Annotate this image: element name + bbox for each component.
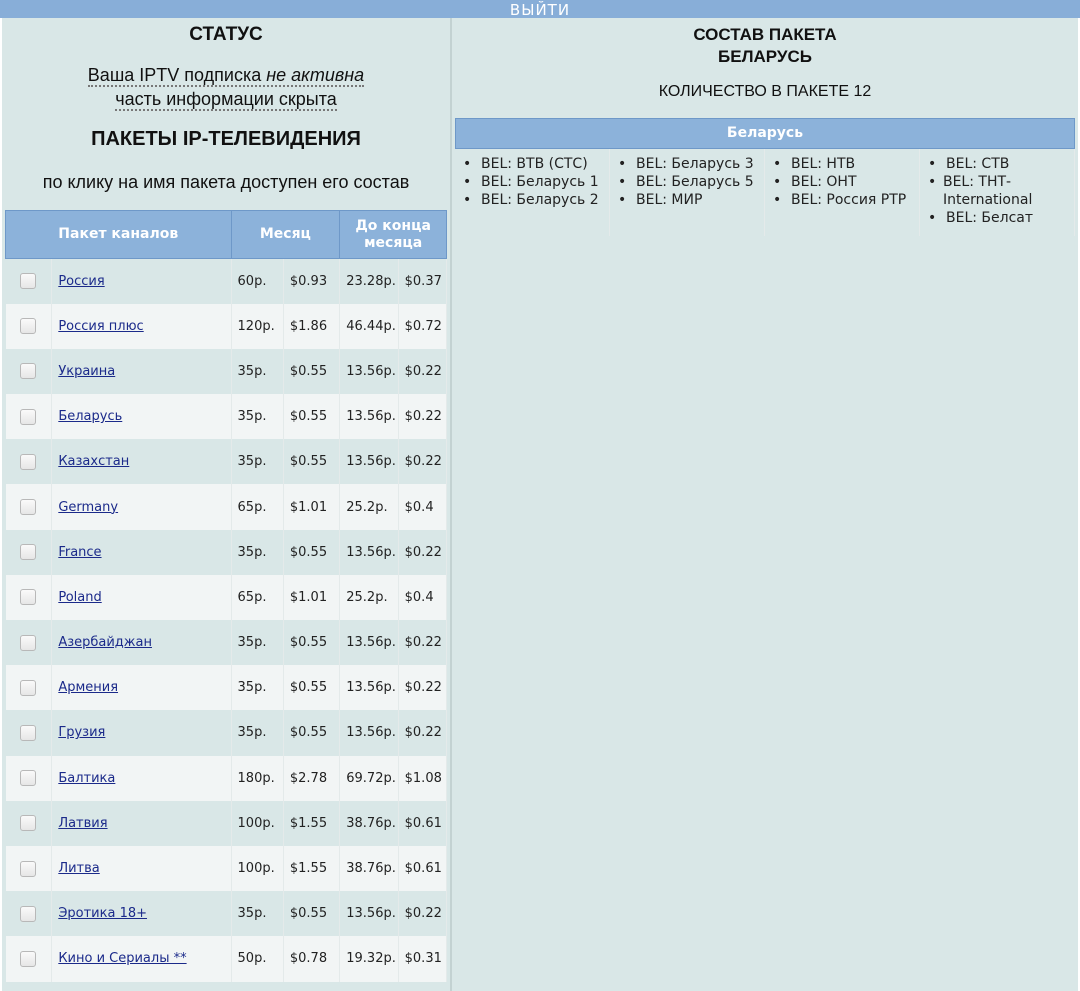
packages-table: [5, 210, 447, 982]
list-item: [616, 191, 764, 209]
package-checkbox[interactable]: [20, 273, 36, 289]
list-item: [461, 155, 609, 173]
package-checkbox[interactable]: [20, 499, 36, 515]
header-month: Месяц: [231, 211, 340, 259]
package-checkbox[interactable]: [20, 454, 36, 470]
status-title: СТАТУС: [189, 24, 263, 45]
price-end-rub: 13.56р.: [340, 394, 398, 439]
list-item: [461, 173, 609, 191]
price-end-usd: $0.31: [398, 936, 446, 981]
channel-name: BEL: Россия РТР: [791, 192, 907, 208]
price-end-rub: 13.56р.: [340, 891, 398, 936]
price-month-rub: 35р.: [231, 710, 283, 755]
price-month-rub: 120р.: [231, 304, 283, 349]
channel-name: BEL: Белсат: [946, 210, 1034, 226]
composition-title: СОСТАВ ПАКЕТА БЕЛАРУСЬ: [452, 24, 1078, 68]
package-checkbox[interactable]: [20, 318, 36, 334]
price-month-rub: 35р.: [231, 349, 283, 394]
package-link[interactable]: Балтика: [58, 770, 116, 786]
hidden-info-note: часть информации скрыта: [115, 89, 337, 109]
table-row: [6, 484, 447, 529]
price-month-usd: $1.01: [283, 575, 339, 620]
table-row: [6, 891, 447, 936]
package-link[interactable]: Кино и Сериалы **: [58, 951, 187, 967]
table-row: [6, 756, 447, 801]
channel-name: BEL: Беларусь 3: [636, 156, 754, 172]
inactive-label: не активна: [266, 65, 365, 85]
package-checkbox[interactable]: [20, 589, 36, 605]
price-end-rub: 13.56р.: [340, 349, 398, 394]
price-end-usd: $0.72: [398, 304, 446, 349]
channel-name: BEL: НТВ: [791, 156, 856, 172]
table-row: [6, 936, 447, 981]
price-month-usd: $0.55: [283, 620, 339, 665]
package-link[interactable]: Украина: [58, 363, 116, 379]
list-item: [616, 173, 764, 191]
bullet-icon: •: [618, 174, 627, 190]
price-month-usd: $0.55: [283, 530, 339, 575]
channel-name: BEL: ОНТ: [791, 174, 857, 190]
bullet-icon: •: [463, 174, 472, 190]
package-link[interactable]: Литва: [58, 861, 100, 877]
list-item: [771, 173, 919, 191]
package-checkbox[interactable]: [20, 815, 36, 831]
package-link[interactable]: Беларусь: [58, 409, 123, 425]
price-month-usd: $0.55: [283, 891, 339, 936]
price-end-usd: $0.22: [398, 530, 446, 575]
package-checkbox[interactable]: [20, 544, 36, 560]
price-end-usd: $0.61: [398, 801, 446, 846]
price-end-usd: $0.22: [398, 439, 446, 484]
price-month-rub: 65р.: [231, 484, 283, 529]
table-row: [6, 394, 447, 439]
package-link[interactable]: Poland: [58, 589, 102, 605]
list-item: [616, 155, 764, 173]
price-month-rub: 180р.: [231, 756, 283, 801]
logout-button[interactable]: ВЫЙТИ: [509, 1, 571, 18]
package-link[interactable]: Эротика 18+: [58, 906, 148, 922]
right-panel: [452, 18, 1078, 991]
price-end-rub: 25.2р.: [340, 484, 398, 529]
price-end-usd: $1.08: [398, 756, 446, 801]
price-month-usd: $0.55: [283, 710, 339, 755]
table-row: [6, 349, 447, 394]
table-row: [6, 710, 447, 755]
selected-package-name: БЕЛАРУСЬ: [718, 47, 812, 66]
channel-column: [920, 149, 1075, 236]
table-row: [6, 575, 447, 620]
price-end-rub: 13.56р.: [340, 665, 398, 710]
price-end-usd: $0.22: [398, 620, 446, 665]
channel-column: [765, 149, 920, 236]
table-row: [6, 620, 447, 665]
price-month-usd: $1.55: [283, 801, 339, 846]
price-end-usd: $0.37: [398, 259, 446, 304]
price-month-usd: $1.55: [283, 846, 339, 891]
price-end-rub: 38.76р.: [340, 801, 398, 846]
price-end-rub: 13.56р.: [340, 710, 398, 755]
price-end-usd: $0.22: [398, 891, 446, 936]
bullet-icon: •: [928, 174, 937, 190]
price-month-usd: $1.01: [283, 484, 339, 529]
package-checkbox[interactable]: [20, 725, 36, 741]
package-link[interactable]: Россия плюс: [58, 318, 144, 334]
package-link[interactable]: France: [58, 544, 102, 560]
price-month-usd: $0.78: [283, 936, 339, 981]
bullet-icon: •: [928, 156, 937, 172]
package-checkbox[interactable]: [20, 861, 36, 877]
bullet-icon: •: [928, 210, 937, 226]
package-checkbox[interactable]: [20, 770, 36, 786]
packages-table-body: [6, 259, 447, 982]
package-link[interactable]: Латвия: [58, 815, 108, 831]
left-panel: [2, 18, 450, 991]
price-end-usd: $0.61: [398, 846, 446, 891]
channel-name: BEL: ТНТ-International: [942, 174, 1033, 208]
package-checkbox[interactable]: [20, 635, 36, 651]
price-end-usd: $0.22: [398, 665, 446, 710]
price-end-rub: 69.72р.: [340, 756, 398, 801]
bullet-icon: •: [773, 174, 782, 190]
price-month-usd: $1.86: [283, 304, 339, 349]
price-month-rub: 35р.: [231, 891, 283, 936]
package-link[interactable]: Germany: [58, 499, 119, 515]
packages-title: ПАКЕТЫ IP-ТЕЛЕВИДЕНИЯ: [91, 128, 361, 150]
price-month-usd: $0.55: [283, 349, 339, 394]
package-link[interactable]: Грузия: [58, 725, 106, 741]
channel-name: BEL: Беларусь 5: [636, 174, 754, 190]
package-checkbox[interactable]: [20, 363, 36, 379]
channel-name: BEL: Беларусь 2: [481, 192, 599, 208]
list-item: [771, 155, 919, 173]
channels-grid: [455, 149, 1075, 236]
table-row: [6, 259, 447, 304]
price-end-usd: $0.22: [398, 394, 446, 439]
price-month-rub: 50р.: [231, 936, 283, 981]
package-checkbox[interactable]: [20, 680, 36, 696]
list-item: [926, 173, 1074, 209]
header-package-name: Пакет каналов: [6, 211, 232, 259]
price-month-usd: $0.55: [283, 665, 339, 710]
price-month-rub: 65р.: [231, 575, 283, 620]
bullet-icon: •: [773, 156, 782, 172]
price-end-rub: 13.56р.: [340, 439, 398, 484]
channel-column: [610, 149, 765, 236]
price-month-rub: 35р.: [231, 620, 283, 665]
table-row: [6, 665, 447, 710]
channels-table-header: Беларусь: [455, 118, 1075, 149]
price-end-rub: 38.76р.: [340, 846, 398, 891]
channel-name: BEL: ВТВ (СТС): [481, 156, 588, 172]
top-bar: [0, 0, 1080, 18]
bullet-icon: •: [463, 156, 472, 172]
price-end-usd: $0.22: [398, 710, 446, 755]
list-item: [926, 209, 1074, 227]
package-checkbox[interactable]: [20, 409, 36, 425]
bullet-icon: •: [618, 156, 627, 172]
price-end-usd: $0.4: [398, 484, 446, 529]
channel-count: КОЛИЧЕСТВО В ПАКЕТЕ 12: [658, 83, 872, 100]
list-item: [926, 155, 1074, 173]
channel-name: BEL: МИР: [636, 192, 703, 208]
price-month-usd: $0.55: [283, 394, 339, 439]
table-row: [6, 846, 447, 891]
package-checkbox[interactable]: [20, 951, 36, 967]
price-end-rub: 46.44р.: [340, 304, 398, 349]
package-link[interactable]: Армения: [58, 680, 119, 696]
table-row: [6, 801, 447, 846]
price-month-rub: 60р.: [231, 259, 283, 304]
packages-hint: по клику на имя пакета доступен его состав: [42, 172, 410, 192]
price-end-usd: $0.4: [398, 575, 446, 620]
list-item: [461, 191, 609, 209]
channel-name: BEL: СТВ: [946, 156, 1010, 172]
table-row: [6, 439, 447, 484]
price-end-rub: 23.28р.: [340, 259, 398, 304]
table-row: [6, 304, 447, 349]
header-end-of-month: До конца месяца: [340, 211, 447, 259]
channel-name: BEL: Беларусь 1: [481, 174, 599, 190]
list-item: [771, 191, 919, 209]
price-end-rub: 19.32р.: [340, 936, 398, 981]
package-checkbox[interactable]: [20, 906, 36, 922]
price-month-rub: 100р.: [231, 846, 283, 891]
price-month-rub: 35р.: [231, 439, 283, 484]
price-month-rub: 35р.: [231, 665, 283, 710]
subscription-status: Ваша IPTV подписка не активна: [87, 65, 365, 85]
package-link[interactable]: Россия: [58, 273, 105, 289]
bullet-icon: •: [773, 192, 782, 208]
bullet-icon: •: [463, 192, 472, 208]
price-month-rub: 35р.: [231, 530, 283, 575]
price-month-usd: $0.55: [283, 439, 339, 484]
package-link[interactable]: Казахстан: [58, 454, 130, 470]
price-end-rub: 13.56р.: [340, 620, 398, 665]
price-month-rub: 100р.: [231, 801, 283, 846]
price-month-rub: 35р.: [231, 394, 283, 439]
price-end-rub: 13.56р.: [340, 530, 398, 575]
package-link[interactable]: Азербайджан: [58, 635, 152, 651]
price-end-usd: $0.22: [398, 349, 446, 394]
price-end-rub: 25.2р.: [340, 575, 398, 620]
table-row: [6, 530, 447, 575]
channel-column: [455, 149, 610, 236]
price-month-usd: $2.78: [283, 756, 339, 801]
price-month-usd: $0.93: [283, 259, 339, 304]
bullet-icon: •: [618, 192, 627, 208]
